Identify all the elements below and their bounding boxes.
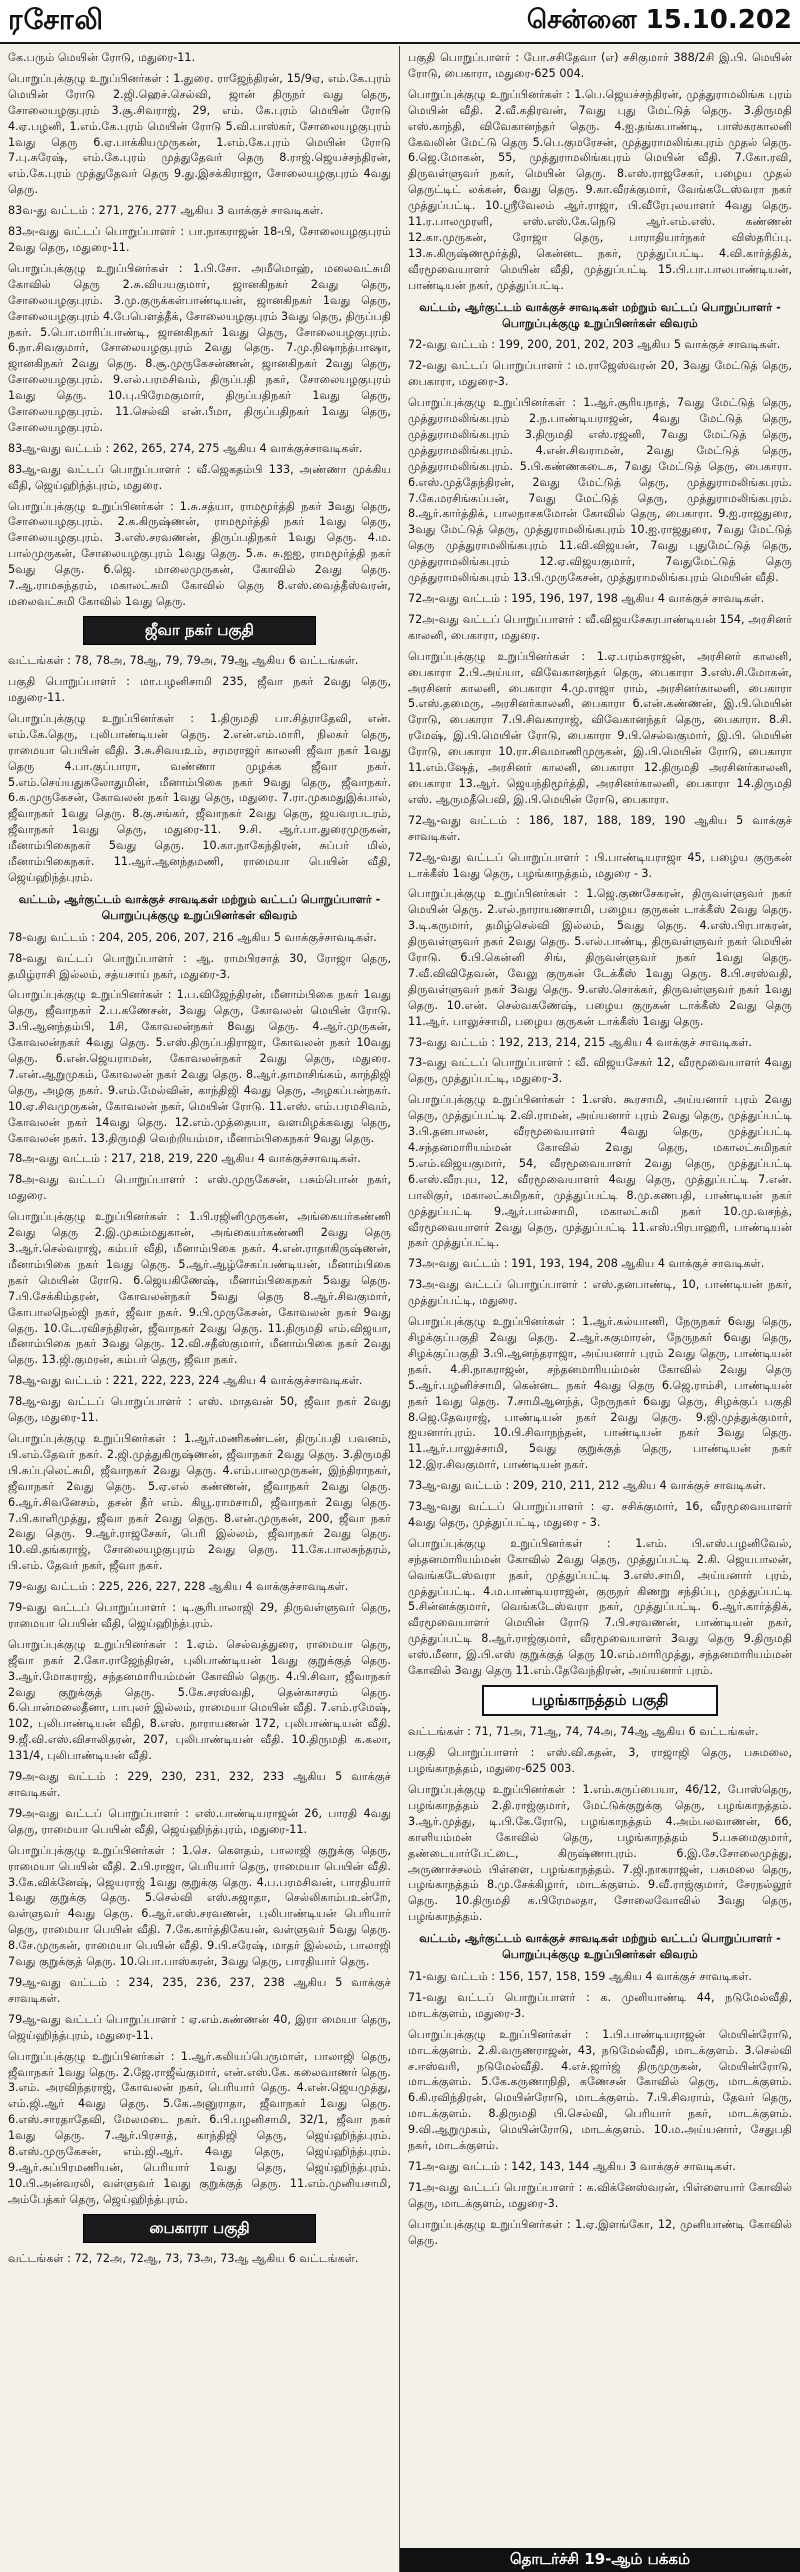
paragraph: 79அ-வது வட்டம் : 229, 230, 231, 232, 233 ஆகிய 5 வாக்குச் சாவடிகள். (8, 1770, 391, 1800)
paragraph: பொறுப்புக்குழு உறுப்பினர்கள் : 1.எஸ். கூரசாமி, அய்யனார் புரம் 2வது தெரு, முத்துப்பட்டி 2.வி.ராமன், அய்யனார் புரம் 2வது தெரு, முத்துப்பட்டி 3.பி.தனபாலன், வீரமூவையாளர் 4வது தெரு, முத்துப்பட்டி 4.சந்தனமாரியம்மன் கோவில் 2வது தெரு, மகாலட்சுமிநகர் 5.எம்.விஜயகுமார், 54, வீரமூவையாளர் 2வது தெரு, முத்துப்பட்டி 6.எஸ்.வீரபுய, 12, வீரமூவையாளர் 4வது தெரு, முத்துப்பட்டி 7.என். பாலிகுர், மகாலட்சுமிநகர், முத்துப்பட்டி 8.மு.கணபதி, பாண்டியன் நகர் முத்துப்பட்டி 9.ஆர்.பால்சாமி, மகாலட்சுமி நகர் 10.மு.வசந்த், வீரமூவையாளர் 2வது தெரு, முத்துப்பட்டி 11.எஸ்.பிரபாஹரி, பாண்டியன் நகர் முத்துப்பட்டி. (408, 1093, 792, 1250)
paragraph: 72-வது வட்டம் : 199, 200, 201, 202, 203 ஆகிய 5 வாக்குச் சாவடிகள். (408, 338, 781, 352)
right-column (400, 46, 800, 2572)
paragraph: பொறுப்புக்குழு உறுப்பினர்கள் : 1.ஆர்.கல்யாணி, நேருநகர் 6வது தெரு, சிழக்குப்பகுதி 2வது தெரு. 2.ஆர்.சுகுமாரன், நேருநகர் 6வது தெரு, சிழக்குப்பகுதி 3.பி.ஆனந்தராஜா, அய்யனார் புரம் 2வது தெரு, பாண்டியன் நகர். 4.சி.நாகராஜன், சந்தனமாரியம்மன் கோவில் 2வது தெரு 5.ஆர்.பழனிச்சாமி, கென்னட நகர் 4வது தெரு 6.ஜெ.ராம்சி, பாண்டியன் நகர் 1வது தெரு. 7.சாமிஆனந்த், நேருநகர் 6வது தெரு, சிழக்குப் பகுதி 8.ஜெ.தேவராஜ், பாண்டியன் நகர் 2வது தெரு. 9.ஜி.முத்துக்குமார், ஐயனார்புரம். 10.பி.சிவாநந்தன், பாண்டியன் நகர் 3வது தெரு. 11.ஆர்.பாலுச்சாமி, 5வது குறுக்குத் தெரு, பாண்டியன் நகர் 12.இர.சிவகுமார், பாண்டியன் நகர். (408, 1315, 792, 1472)
subsection-heading: வட்டம், ஆர்குட்டம் வாக்குச் சாவடிகள் மற்றும் வட்டப் பொறுப்பாளர் - பொறுப்புக்குழு உறுப்பினர்கள் விவரம் (419, 1932, 781, 1962)
paragraph: பொறுப்புக்குழு உறுப்பினர்கள் : 1.ஏ.பரம்சுராஜன், அரசினர் காலனி, பைகாரா 2.பி.அய்யா, விவேகானந்தர் தெரு, பைகாரா 3.எஸ்.சி.மோகன், அரசினர் காலனி, பைகாரா 4.மு.ராஜா ராம், அரசினர்காலனி, பைகாரா 5.எஸ்.தமைரு, அரசினர்காலனி, பைகாரா 6.என்.கண்ணன், இ.பி.மெயின் ரோடு, பைகாரா 7.பி.சிவகாராஜ், விவேகானந்தர் தெரு, பைகாரா. 8.சி. ரமேஷ், இ.பி.மெயின் ரோடு, பைகாரா 9.பி.செல்வகுமார், இ.பி. மெயின் ரோடு, பைகாரா 10.ரா.சிவமாணிமுருகன், இ.பி.மெயின் ரோடு, பைகாரா 11.எம்.ஷேத், அரசினர் காலனி, பைகாரா 12.திருமதி அரசினர்காலனி, பைகாரா 13.ஆர். ஜெயந்திமூர்த்தி, அரசினர்காலனி, பைகாரா 14.திருமதி எஸ். ஆருமதீபெவி, இ.பி.மெயின் ரோடு, பைகாரா. (408, 649, 792, 806)
paragraph: 78ஆ-வது வட்டம் : 221, 222, 223, 224 ஆகிய 4 வாக்குச்சாவடிகள். (8, 1374, 363, 1388)
section-heading: ஜீவா நகர் பகுதி (83, 616, 316, 645)
paragraph: 78-வது வட்டப் பொறுப்பாளர் : ஆ. ராமபிரசாத் 30, ரோஜா தெரு, தமிழ்ராசி இல்லம், சத்யசாய் நகர், மதுரை-3. (8, 951, 391, 981)
paragraph: பொறுப்புக்குழு உறுப்பினர்கள் : 1.பி.ரஜினிமுருகன், அங்கையர்கண்ணி 2வது தெரு 2.இ.முகம்மதுகான், அங்கையர்கண்ணி 2வது தெரு 3.ஆர்.செல்வராஜ், கம்பர் வீதி, மீனாம்பிகை நகர். 4.என்.ராதாகிருஷ்ணன், மீனாம்பிகை நகர் 1வது தெரு. 5.ஆர்.ஆழ்சேகப்பண்டியன், மீனாம்பிகை நகர் மெயின் ரோடு. 6.ஜெயகிணேஷ், மீனாம்பிகைநகர் 5வது தெரு. 7.பி.சேக்கிம்தரன், கோவலன்நகர் 5வது தெரு 8.ஆர்.சிவகுமார், கோபாலநெல்ஜி நகர், ஜீவா நகர். 9.பி.முருகேசன், கோவலன் நகர் 9வது தெரு. 10.டே.ரவிசந்திரன், ஜீவாநகர் 2வது தெரு. 11.திருமதி எம்.விஜயா, மீனாம்பிகை நகர் 3வது தெரு. 12.வி.சதீஸ்குமார், மீனாம்பிகை நகர் 2வது தெரு. 13.ஜி.குமரன், கம்பர் தெரு, ஜீவா நகர். (8, 1210, 391, 1367)
paragraph: 72அ-வது வட்டப் பொறுப்பாளர் : வீ.விஜயசேகரபாண்டியன் 154, அரசினர் காலனி, பைகாரா, மதுரை. (408, 612, 792, 642)
paragraph: 79-வது வட்டம் : 225, 226, 227, 228 ஆகிய 4 வாக்குச்சாவடிகள். (8, 1580, 349, 1594)
paragraph: பொறுப்புக்குழு உறுப்பினர்கள் : 1.ஜெ.குணசேகரன், திருவள்ளுவர் நகர் மெயின் தெரு. 2.எல்.நாராயணசாமி, பழைய குருகன் டாக்கீஸ் 2வது தெரு. 3.டி.கருமார், தமிழ்செல்வி இல்லம், 5வது தெரு. 4.எஸ்.பிரபாகரன், திருவள்ளுவர் நகர் 2வது தெரு. 5.எல்.பாண்டி, திருவள்ளுவர் நகர் மெயின் ரோடு. 6.பி.கென்னி சிங், திருவள்ளுவர் நகர் 1வது தெரு. 7.வீ.விவிதேவன், வேலு குருகன் டேக்கீஸ் 1வது தெரு. 8.பி.சரஸ்வதி, திருவள்ளுவர் நகர் 3வது தெரு. 9.எஸ்.சொக்கர், திருவள்ளுவர் நகர் 1வது தெரு. 10.என். செல்வகணேஷ், பழைய குருகன் டாக்கீஸ் 2வது தெரு 11.ஆர். பாலுச்சாமி, பழைய குருகன் டாக்கீஸ் 1வது தெரு. (408, 887, 792, 1028)
section-heading: பழங்காநத்தம் பகுதி (482, 1685, 717, 1716)
paragraph: 78ஆ-வது வட்டப் பொறுப்பாளர் : எஸ். மாதவன் 50, ஜீவா நகர் 2வது தெரு, மதுரை-11. (8, 1395, 391, 1425)
subsection-heading: வட்டம், ஆர்குட்டம் வாக்குச் சாவடிகள் மற்றும் வட்டப் பொறுப்பாளர் - பொறுப்புக்குழு உறுப்பினர்கள் விவரம் (419, 300, 781, 330)
paragraph: பகுதி பொறுப்பாளர் : மா.பழனிசாமி 235, ஜீவா நகர் 2வது தெரு, மதுரை-11. (8, 675, 391, 705)
paragraph: 71அ-வது வட்டப் பொறுப்பாளர் : க.விக்னேஸ்வரன், பிள்ளையார் கோவில் தெரு, மாடக்குளம், மதுரை-3. (408, 2180, 792, 2210)
paragraph: 71-வது வட்டப் பொறுப்பாளர் : க. முனியாண்டி 44, நடுமேல்வீதி, மாடக்குளம், மதுரை-3. (408, 1990, 792, 2020)
paragraph: 72-வது வட்டப் பொறுப்பாளர் : ம.ராஜேஸ்வரன் 20, 3வது மேட்டுத் தெரு, பைகாரா, மதுரை-3. (408, 359, 792, 389)
paragraph: வட்டங்கள் : 71, 71அ, 71ஆ, 74, 74அ, 74ஆ ஆகிய 6 வட்டங்கள். (408, 1725, 759, 1739)
paragraph: 72அ-வது வட்டம் : 195, 196, 197, 198 ஆகிய 4 வாக்குச் சாவடிகள். (408, 592, 765, 605)
paragraph: வட்டங்கள் : 72, 72அ, 72ஆ, 73, 73அ, 73ஆ ஆகிய 6 வட்டங்கள். (8, 2251, 359, 2265)
paragraph: பொறுப்புக்குழு உறுப்பினர்கள் : 1.ஏம். செல்வத்துரை, ராமையா தெரு, ஜீவா நகர் 2.கோ.ராஜேந்திரன், புலிபாண்டியன் 1வது குறுக்குத் தெரு. 3.ஆர்.மோகராஜ், சந்தனமாரியம்மன் கோவில் தெரு. 4.பி.சிவா, ஜீவாநகர் 2வது குறுக்குத் தெரு. 5.கே.சரஸ்வதி, தென்காசரம் தெரு. 6.பொன்மலைதீனா, பாபுலர் இல்லம், ராமையா மெயின் வீதி. 7.எம்.ரமேஷ், 102, புலிபாண்டியன் வீதி, 8.எஸ். நாராயணன் 172, புலிபாண்டியன் வீதி. 9.ஜீ.வி.எஸ்.விசாலிதரன், 207, புலிபாண்டியன் வீதி. 10.திருமதி க.கலா, 131/4, புலிபாண்டியன் வீதி. (8, 1637, 391, 1763)
left-column (0, 46, 400, 2572)
edition-date: சென்னை 15.10.202 (526, 4, 792, 35)
paragraph: பொறுப்புக்குழு உறுப்பினர்கள் : 1.ஆர்.மணிகண்டன், திருப்பதி பவனம், பி.எம்.தேவர் நகர். 2.ஜி.முத்துகிருஷ்ணன், ஜீவாநகர் 2வது தெரு. 3.திருமதி பி.சுப்புலெட்சுமி, ஜீவாநகர் 2வது தெரு. 4.எம்.பாலமுருகன், இந்திராநகர், ஜீவாநகர் 2வது தெரு. 5.ஏ.எல் கண்ணன், ஜீவாநகர் 2வது தெரு. 6.ஆர்.சிவனேசம், தசன் தீர் எம். கியூ.ராமசாமி, ஜீவாநகர் 2வது தெரு. 7.பி.காளிமுத்து, ஜீவா நகர் 2வது தெரு. 8.என்.முருகன், 200, ஜீவா நகர் 2வது தெரு. 9.ஆர்.ராஜசேகர், பெரி இல்லம், ஜீவாநகர் 2வது தெரு. 10.வி.தங்கராஜ், சோலையழகுபுரம் 2வது தெரு. 11.கே.பாலசுந்தரம், பி.எம். தேவர் நகர், ஜீவா நகர். (8, 1431, 391, 1573)
paragraph: 83வ-து வட்டம் : 271, 276, 277 ஆகிய 3 வாக்குச் சாவடிகள். (8, 204, 324, 218)
paragraph: 73ஆ-வது வட்டப் பொறுப்பாளர் : ஏ. சசிக்குமார், 16, வீரமூவையாளர் 4வது தெரு, முத்துப்பட்டி, மதுரை - 3. (408, 1500, 792, 1529)
article-columns (0, 46, 800, 2572)
continued-banner: தொடர்ச்சி 19-ஆம் பக்கம் (400, 2548, 800, 2572)
paragraph: பொறுப்புக்குழு உறுப்பினர்கள் : 1.எம்.கருப்பையா, 46/12, போஸ்தெரு, பழங்காநத்தம் 2.தி.ராஜ்குமார், மேட்டுக்குறுக்கு தெரு, பழங்காநத்தம். 3.ஆர்.முத்து, டி.பி.கே.ரோடு, பழங்காநத்தம் 4.அம்பலவாணன், 66, காளியம்மன் கோவில் தெரு, பழங்காநத்தம் 5.பசுமைகுமார், தண்டையார்பேட்டை, கிருஷ்ணாபுரம். 6.இ.சே.சோலைமுத்து, அருணாச்சலம் பிள்ளை, பழங்காநத்தம். 7.ஜி.நாகராஜன், பசுமலை தெரு, பழங்காநத்தம் 8.மு.சேக்கிழார், மாடக்குளம். 9.வீ.ராஜ்குமார், சேரநல்லூர் தெரு. 10.திருமதி க.பிரேமலதா, சோலைவோவில் 3வது தெரு, பழங்காநத்தம். (408, 1783, 792, 1924)
paragraph: 83அ-வது வட்டப் பொறுப்பாளர் : பா.நாகராஜன் 18-பி, சோலையழகுபுரம் 2வது தெரு, மதுரை-11. (8, 225, 391, 254)
paragraph: பொறுப்புக்குழு உறுப்பினர்கள் : 1.ப.விஜேந்திரன், மீனாம்பிகை நகர் 1வது தெரு, ஜீவாநகர் 2.ப.கணேசன், 3வது தெரு, கோவலன் மெயின் ரோடு. 3.பி.ஆனந்தம்பி, 1சி, கோவலன்நகர் 8வது தெரு. 4.ஆர்.முருகன், கோவலன்நகர் 4வது தெரு. 5.எஸ்.திருப்பதிராஜா, கோவலன் நகர் 10வது தெரு. 6.என்.ஜெயராமன், கோவலன்நகர் 2வது தெரு, மதுரை. 7.என்.ஆறுமுகம், கோவலன் நகர் 2வது தெரு. 8.ஆர்.தாமாசிங்கம், காந்திஜி தெரு, அழகு நகர். 9.எம்.மேல்வின், காந்திஜி 4வது தெரு, அழகப்பன்நகர். 10.ஏ.சிவமுருகன், கோவலன் நகர், மெயின் ரோடு. 11.எஸ். எம்.பரமசிவம், கோவலன் நகர் 14வது தெரு. 12.எம்.முத்தையா, வளமிழக்கவது தெரு, கோவலன் நகர். 13.திருமதி வெற்றியம்மா, மீனாம்பிகைநகர் 9வது தெரு. (8, 988, 391, 1145)
paragraph: பொறுப்புக்குழு உறுப்பினர்கள் : 1.ஏ.இளங்கோ, 12, முனியாண்டி கோவில் தெரு. (408, 2217, 792, 2247)
paragraph: பொறுப்புக்குழு உறுப்பினர்கள் : 1.செ. கௌதம், பாலாஜி குறுக்கு தெரு, ராமையா பெயின் வீதி. 2.பி.ராஜா, பெரியார் தெரு, ராமையா பெயின் வீதி. 3.கே.விக்னேஷ், ஜெயராஜ் 1வது குறுக்கு தெரு. 4.ப.பரமசிவன், பாரதியார் 1வது குறுக்கு தெரு. 5.செல்வி எஸ்.சுஜாதா, செல்லிகாம்பஉன்றே, வள்ளுவர் 4வது தெரு. 6.ஆர்.எஸ்.சரவணன், புலிபாண்டியன் பெரியார் தெரு, ராமையா பெயின் வீதி. 7.கே.கார்த்திகேயன், வள்ளுவர் 5வது தெரு. 8.சே.முருகன், ராமையா பெயின் வீதி. 9.பி.சரேஷ், மாதர் இல்லம், பாலாஜி 7வது குறுக்குத் தெரு. 10.பொ.பாஸ்கரன், 3வது தெரு, பாரதியார் தெரு. (8, 1843, 391, 1969)
paragraph: பொறுப்புக்குழு உறுப்பினர்கள் : 1.பெ.ஜெயச்சந்திரன், முத்துராமலிங்க புரம் மெயின் வீதி. 2.வீ.கதிரவன், 7வது புது மேட்டுத் தெரு. 3.திருமதி எஸ்.காந்தி, விவேகானந்தர் தெரு. 4.ஐ.தங்கபாண்டி, பாஸ்கரகாலனி கேவலின் மேட்டு தெரு 5.பெ.குமரேசன், முத்துராமலிங்கபுரம் முதல் தெரு. 6.ஜெ.மோகன், 55, முத்துராமலிங்கபுரம் மெயின் வீதி. 7.கோ.ரவி, திருவள்ளுவர் நகர், மெயின் தெரு. 8.எஸ்.ராஜசேகர், பழைய முதல் தெருட்டிட் லக்கன், 6வது தெரு. 9.கா.வீரக்குமார், வேங்கடேஸ்வரா நகர் முத்துப்பட்டி. 10.ஸ்ரீவேலம் ஆர்.ராஜா, பி.வீரேபுலயாளர் 4வது தெரு. 11.ர.பாலமுரளி, எஸ்.எஸ்.கே.நெடு ஆர்.எம்.எஸ். கண்ணன் 12.கா.முருகன், ரோஜா தெரு, பாராதியார்நகர் விஸ்தரிப்பு. 13.சு.கிருஷ்ணமூர்த்தி, கென்னட நகர், முத்துப்பட்டி. 4.வி.கார்த்திக், வீரமூவையாளர் மெயின் வீதி, முத்துப்பட்டி 15.பி.பா.பாலபாண்டியன், பாண்டியன் நகர், முத்துப்பட்டி. (408, 87, 792, 292)
paragraph: பொறுப்புக்குழு உறுப்பினர்கள் : 1.பி.சோ. அமீமொஹ், மலைவட்சுமி கோவில் தெரு 2.சு.வியயகுமார், ஜானகிநகர் 2வது தெரு, சோலையழகுபுரம். 3.மு.குருக்கள்பாண்டியன், ஜானகிநகர் 1வது தெரு, சோலையழகுபுரம் 4.பேபெளத்தீக், சோலையழகுபுரம் 3வது தெரு, திருப்பதி நகர். 5.பொ.மாரிப்பாண்டி, ஜானகிநகர் 1வது தெரு, சோலையழகுபுரம். 6.நா.சிவகுமார், சோலையழகுபுரம் 2வது தெரு. 7.மு.நிஷாந்த்பாஷா, ஜானகிநகர் 2வது தெரு. 8.சூ.முருகேசன்ணன், ஜானகிநகர் 2வது தெரு, சோலையழகுபுரம். 9.எல்.பரமசிவம், திருப்பதி நகர், சோலையழகுபுரம் 1வது தெரு. 10.பு.பிரேமகுமார், திருப்பதிநகர் 1வது தெரு, சோலையழகுபுரம். 11.செல்வி என்.பீமா, திருப்பதிநகர் 1வது தெரு, சோலையழகுபுரம். (8, 261, 391, 434)
paragraph: 79ஆ-வது வட்டப் பொறுப்பாளர் : ஏ.எம்.கண்ணன் 40, இரா மையா தெரு, ஜெய்ஹிந்த்புரம், மதுரை-11. (8, 2012, 391, 2042)
paragraph: 78-வது வட்டம் : 204, 205, 206, 207, 216 ஆகிய 5 வாக்குச்சாவடிகள். (8, 930, 377, 944)
paragraph: பொறுப்புக்குழு உறுப்பினர்கள் : 1.திருமதி பா.சித்ராதேவி, என். எம்.கே.தெரு, புலிபாண்டியன் தெரு. 2.என்.எம்.மாரி, நிலகர் தெரு, ராமையா பெயின் வீதி. 3.சு.சிவயஉம், சரமராஜர் காலனி ஜீவா நகர் 1வது தெரு 4.பா.குப்பாரா, வண்ணா முழக்க ஜீவா நகர். 5.எம்.செய்யதுசுலோதுமின், மீனாம்பிகை நகர் 9வது தெரு, ஜீவாநகர். 6.க.முருகேசன், கோவலன் நகர் 1வது தெரு, மதுரை. 7.ரா.முகமதுஇக்பால், ஜீவாநகர் 1வது தெரு. 8.கு.சங்கர், ஜீவாநகர் 2வது தெரு, ஜயவரபடரம், ஜீவாநகர் 1வது தெரு, மதுரை-11. 9.சி. ஆர்.பா.துரைமுருகன், மீனாம்பிகைநகர் 5வது தெரு. 10.கா.நாகேந்திரன், சுப்பர் மில், மீனாம்பிகைநகர். 11.ஆர்.ஆனந்தமணி, ராமையா பெயின் வீதி, ஜெய்ஹிந்த்புரம். (8, 711, 391, 884)
paragraph: 73-வது வட்டப் பொறுப்பாளர் : வீ. விஜயசேகர் 12, வீரமூவையாளர் 4வது தெரு, முத்துப்பட்டி, மதுரை-3. (408, 1056, 792, 1086)
paragraph: 79ஆ-வது வட்டம் : 234, 235, 236, 237, 238 ஆகிய 5 வாக்குச் சாவடிகள். (8, 1975, 391, 2005)
paragraph: கே.பரும் மெயின் ரோடு, மதுரை-11. (8, 51, 196, 64)
paragraph: பொறுப்புக்குழு உறுப்பினர்கள் : 1.ஆர்.சூரியநாத், 7வது மேட்டுத் தெரு, முத்துராமலிங்கபுரம் 2.ந.பாண்டியராஜன், 4வது மேட்டுத் தெரு, முத்துராமலிங்கபுரம் 3.திருமதி எஸ்.ரஜனி, 7வது மேட்டுத் தெரு, முத்துராமலிங்கபுரம். 4.என்.சிவராமன், 2வது மேட்டுத் தெரு, முத்துராமலிங்கபுரம். 5.பி.கண்ணகடைசு, 7வது மேட்டுத் தெரு, பைகாரா. 6.எஸ்.முத்தேந்திரன், 2வது மேட்டுத் தெரு, முத்துராமலிங்கபுரம். 7.கே.மரசிங்கப்பன், 7வது மேட்டுத் தெரு, முத்துராமலிங்கபுரம். 8.ஆர்.கார்த்திக், பாலநாசகமோன் கோவில் தெரு, பைகாரா. 9.ஐ.ராஜதுரை, 3வது மேட்டுத் தெரு, முத்துராமலிங்கபுரம் 10.ஐ.ராஜதுரை, 7வது மேட்டுத் தெரு முத்துராமலிங்கபுரம் 11.வி.விஜயன், 7வது புதுமேட்டுத் தெரு, முத்துராமலிங்கபுரம் 12.ஏ.விஜயகுமார், 7வதுமேட்டுத் தெரு முத்துராமலிங்கபுரம் 13.பி.முருகேசன், முத்துராமலிங்கபுரம் மெயின் வீதி. (408, 396, 792, 585)
paragraph: 73ஆ-வது வட்டம் : 209, 210, 211, 212 ஆகிய 4 வாக்குச் சாவடிகள். (408, 1479, 767, 1493)
paragraph: பொறுப்புக்குழு உறுப்பினர்கள் : 1.எம். பி.எஸ்.பழனிவேல், சந்தனமாரியம்மன் கோவில் 2வது தெரு, முத்துப்பட்டி 2.கி. ஜெயபாலன், வெங்கடேஸ்வரா நகர், முத்துப்பட்டி 3.எஸ்.சாமி, அய்யனார் புரம், முத்துப்பட்டி. 4.ம.பாண்டியராஜன், குருநர் கிணறு சந்திப்பு, முத்துப்பட்டி 5.சின்னக்குமார், வெங்கடேஸ்வரா நகர், முத்துப்பட்டி. 6.ஆர்.கார்த்திக், வீரமூவையாளர் மெயின் ரோடு 7.பி.சரவணன், பாண்டியன் நகர், முத்துப்பட்டி 8.ஆர்.ராஜ்குமார், வீரமூவையாளர் 3வது தெரு 9.திருமதி எஸ்.மீனா, இ.பி.எஸ் குறுக்குத் தெரு 10.எம்.மாரிமுத்து, சந்தனமாரியம்மன் கோவில் 3வது தெரு 11.எம்.தேவேந்திரன், அய்யனார் புரம். (408, 1536, 792, 1678)
paragraph: பொறுப்புக்குழு உறுப்பினர்கள் : 1.ஆர்.கலியப்பெருமாள், பாலாஜி தெரு, ஜீவாநகர் 1வது தெரு. 2.ஜே.ராஜீவ்குமார், என்.எஸ்.கே. கலைவாணர் தெரு. 3.எம். அரவிந்தராஜ், கோவலன் நகர், பெரியார் தெரு. 4.என்.ஜெயமுத்து, எம்.ஜி.ஆர் 4வது தெரு. 5.கே.அனுராதா, ஜீவாநகர் 1வது தெரு. 6.எஸ்.சாரதாதேவி, மேலமடை நகர். 6.பி.பழனிசாமி, 32/1, ஜீவா நகர் 1வது தெரு. 7.ஆர்.பிரசாத், காந்திஜி தெரு, ஜெய்ஹிந்த்புரம். 8.எஸ்.முருகேசன், எம்.ஜி.ஆர். 4வது தெரு, ஜெய்ஹிந்த்புரம். 9.ஆர்.சுப்பிரமணியன், பெரியார் 1வது தெரு, ஜெய்ஹிந்த்புரம். 10.பி.அன்வரலி, வள்ளுவர் 1வது குறுக்குத் தெரு. 11.எம்.முனியசாமி, அம்பேத்கர் தெரு, ஜெய்ஹிந்த்புரம். (8, 2049, 391, 2206)
paragraph: பகுதி பொறுப்பாளர் : எஸ்.வி.கதன், 3, ராஜாஜி தெரு, பசுமலை, பழங்காநத்தம், மதுரை-625 003. (408, 1746, 792, 1776)
paragraph: பொறுப்புக்குழு உறுப்பினர்கள் : 1.சு.சத்யா, ராமமூர்த்தி நகர் 3வது தெரு, சோலையழகுபுரம். 2.க.கிருஷ்ணன், ராமமூர்த்தி நகர் 1வது தெரு, சோலையழகுபுரம். 3.எஸ்.சரவணன், திருப்பதிநகர் 1வது தெரு. 4.ம. பால்முருகன், சோலையழகுபுரம் 1வது தெரு. 5.சு. சு.ஐஐ, ராமமூர்த்தி நகர் 5வது தெரு. 6.ஜெ. மாலைமுருகன், கோவில் 2வது தெரு. 7.ஆ.ராமசுந்தரம், மகாலட்சுமி கோவில் தெரு 8.எஸ்.வைத்தீஸ்வரன், மலைவட்சுமி கோவில் 1வது தெரு. (8, 499, 391, 608)
paragraph: 78அ-வது வட்டம் : 217, 218, 219, 220 ஆகிய 4 வாக்குச்சாவடிகள். (8, 1152, 361, 1166)
section-heading: பைகாரா பகுதி (83, 2214, 316, 2243)
paragraph: 73அ-வது வட்டப் பொறுப்பாளர் : எஸ்.தனபாண்டி, 10, பாண்டியன் நகர், முத்துப்பட்டி, மதுரை. (408, 1278, 792, 1308)
paragraph: 79-வது வட்டப் பொறுப்பாளர் : டி.சூரிபாலாஜி 29, திருவள்ளுவர் தெரு, ராமையா பெயின் வீதி, ஜெய்ஹிந்த்புரம். (8, 1601, 391, 1630)
paragraph: வட்டங்கள் : 78, 78அ, 78ஆ, 79, 79அ, 79ஆ ஆகிய 6 வட்டங்கள். (8, 654, 359, 668)
paragraph: 79அ-வது வட்டப் பொறுப்பாளர் : எஸ்.பாண்டியராஜன் 26, பாரதி 4வது தெரு, ராமையா பெயின் வீதி, ஜெய்ஹிந்த்புரம், மதுரை-11. (8, 1806, 391, 1836)
masthead (0, 0, 800, 44)
paragraph: 78அ-வது வட்டப் பொறுப்பாளர் : எஸ்.முருகேசன், பசும்பொன் நகர், மதுரை. (8, 1173, 391, 1203)
paragraph: 72ஆ-வது வட்டப் பொறுப்பாளர் : பி.பாண்டியராஜா 45, பழைய குருகன் டாக்கீஸ் 1வது தெரு, பழங்காநத்தம், மதுரை - 3. (408, 850, 792, 880)
newspaper-brand: ரசோலி (8, 2, 104, 36)
paragraph: 71அ-வது வட்டம் : 142, 143, 144 ஆகிய 3 வாக்குச் சாவடிகள். (408, 2159, 736, 2173)
paragraph: 83ஆ-வது வட்டப் பொறுப்பாளர் : வீ.ஜெகதம்பி 133, அண்ணா முக்கிய வீதி, ஜெய்ஹிந்த்புரம், மதுரை. (8, 462, 391, 492)
paragraph: 73அ-வது வட்டம் : 191, 193, 194, 208 ஆகிய 4 வாக்குச் சாவடிகள். (408, 1257, 765, 1271)
subsection-heading: வட்டம், ஆர்குட்டம் வாக்குச் சாவடிகள் மற்றும் வட்டப் பொறுப்பாளர் - பொறுப்புக்குழு உறுப்பினர்கள் விவரம் (18, 892, 381, 922)
paragraph: பொறுப்புக்குழு உறுப்பினர்கள் : 1.பி.பாண்டியராஜன் மெயின்ரோடு, மாடக்குளம். 2.கி.வருணராஜன், 43, நடுமேல்வீதி, மாடக்குளம். 3.செல்வி ச.ஈஸ்வரி, நடுமேல்வீதி. 4.எச்.ஜார்ஜ் திருமுருகன், மெயின்ரோடு, மாடக்குளம். 5.கே.கருணாநிதி, கணேசன் கோவில் தெரு, மாடக்குளம். 6.கி.ரவிந்திரன், மெயின்ரோடு, மாடக்குளம். 7.பி.சிவராம், தேவர் தெரு, மாடக்குளம். 8.திருமதி பி.செல்வி, பெரியார் நகர், மாடக்குளம். 9.வி.ஆறுமுகம், மெயின்ரோடு, மாடக்குளம். 10.ம.அய்யனார், சேதுபதி நகர், மாடக்குளம். (408, 2027, 792, 2153)
paragraph: 73-வது வட்டம் : 192, 213, 214, 215 ஆகிய 4 வாக்குச் சாவடிகள். (408, 1035, 752, 1049)
paragraph: 72ஆ-வது வட்டம் : 186, 187, 188, 189, 190 ஆகிய 5 வாக்குச் சாவடிகள். (408, 813, 792, 843)
paragraph: 71-வது வட்டம் : 156, 157, 158, 159 ஆகிய 4 வாக்குச் சாவடிகள். (408, 1969, 752, 1983)
paragraph: பகுதி பொறுப்பாளர் : போ.சசிதேவா (எ) சசிகுமார் 388/2சி இ.பி. மெயின் ரோடு, பைகாரா, மதுரை-625 004. (408, 51, 792, 80)
paragraph: 83ஆ-வது வட்டம் : 262, 265, 274, 275 ஆகிய 4 வாக்குச்சாவடிகள். (8, 441, 363, 455)
paragraph: பொறுப்புக்குழு உறுப்பினர்கள் : 1.துரை. ராஜேந்திரன், 15/9ஏ, எம்.கே.புரம் மெயின் ரோடு 2.ஜி.ஹெச்.செல்வி, ஜான் திருநர் வது தெரு, சோலையழகுபுரம் 3.சூ.சிவராஜ், 29, எம். கே.புரம் மெயின் ரோடு 4.ஏ.பழனி, 1.எம்.கே.புரம் மெயின் ரோடு 5.வி.பாஸ்கர், சோலையழகுபுரம் 1வது தெரு 6.ஏ.பாக்கியமுருகன், 1.எம்.கே.புரம் மெயின் ரோடு 7.பு.சுரேஷ், எம்.கே.புரம் முத்துதேவர் தெரு 8.ராஜ்.ஜெயச்சந்திரன், எம்.கே.புரம் முத்துதேவர் தெரு 9.து.இசக்கிராஜா, சோலையழகுபுரம் 4வது தெரு. (8, 71, 391, 197)
